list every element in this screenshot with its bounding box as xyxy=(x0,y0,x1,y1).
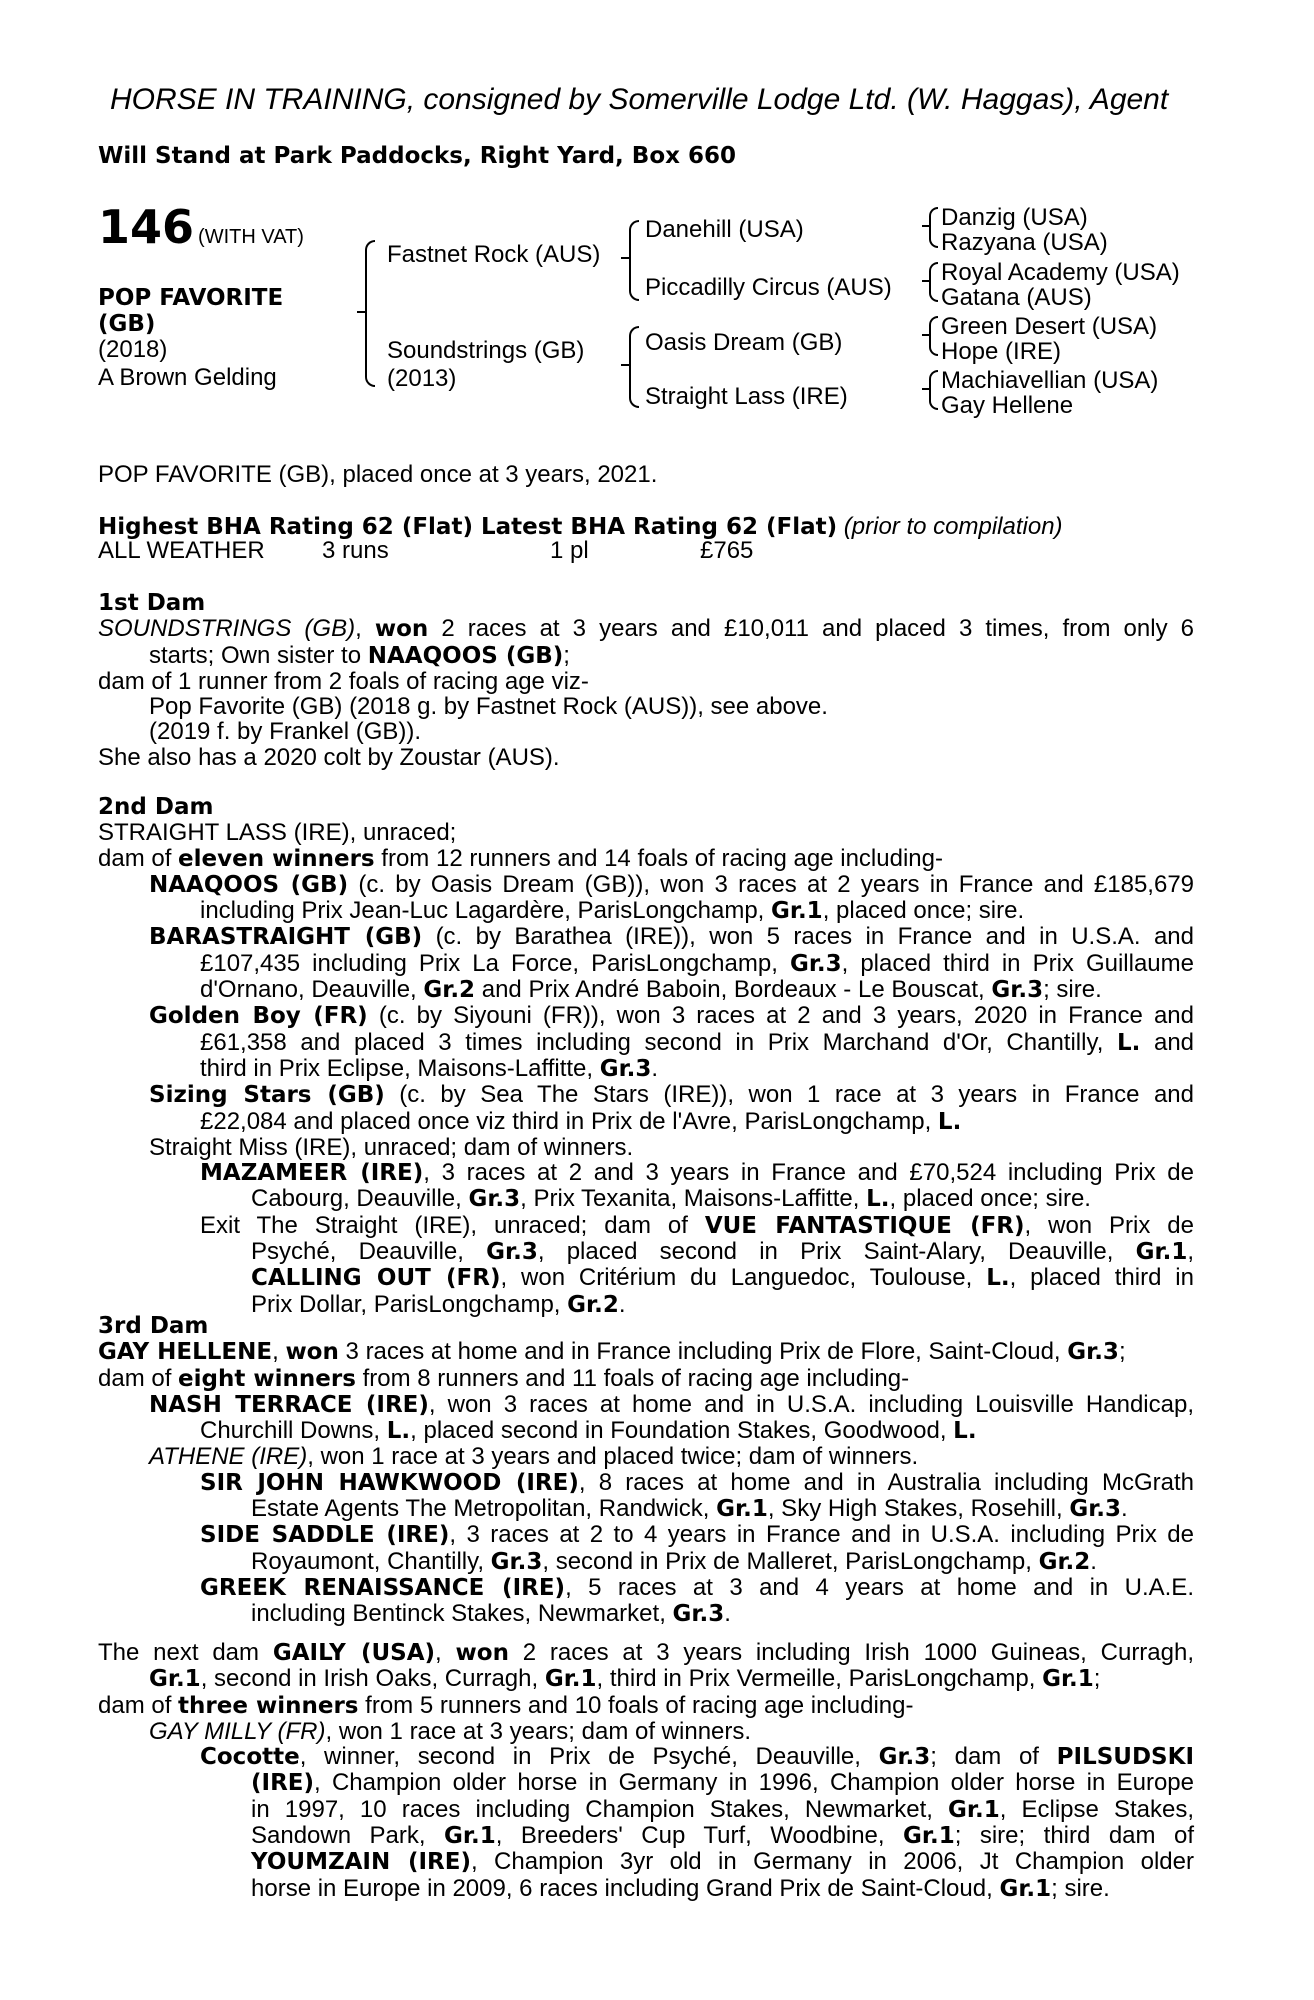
second-dam-line2-c: from 12 runners and 14 foals of racing age including- xyxy=(381,844,943,872)
sir-john-line2-mid: , Sky High Stakes, Rosehill, xyxy=(767,1495,1063,1523)
rating-placed: 1 pl xyxy=(550,537,589,564)
first-dam-sister: NAAQOOS (GB) xyxy=(367,642,564,669)
pedigree-g4-3: Royal Academy (USA) xyxy=(941,259,1180,286)
calling-out-grade: Gr.2 xyxy=(567,1291,619,1318)
pedigree-brace-g4-3-tip xyxy=(922,334,929,336)
first-dam-foal2: (2019 f. by Frankel (GB)). xyxy=(149,718,422,746)
pedigree-dam-sire: Oasis Dream (GB) xyxy=(645,329,843,356)
side-saddle-line2-end: . xyxy=(1090,1547,1097,1575)
cocotte-grade: Gr.3 xyxy=(878,1744,931,1771)
naaqoos-line1: (c. by Oasis Dream (GB)), won 3 races at 2 years in France and £185,679 xyxy=(358,870,1195,898)
lot-number: 146 xyxy=(98,200,195,254)
gaily-comma: , xyxy=(435,1639,442,1666)
next-dam-winners: three winners xyxy=(178,1692,359,1719)
pedigree-brace-dam-tip xyxy=(621,364,629,366)
barastraight-line3-mid: and Prix André Baboin, Bordeaux - Le Bouscat, xyxy=(481,976,985,1004)
stand-location: Will Stand at Park Paddocks, Right Yard, Box 660 xyxy=(98,143,736,169)
greek-renaissance-name: GREEK RENAISSANCE (IRE) xyxy=(200,1574,566,1601)
gay-hellene-comma: , xyxy=(272,1338,286,1366)
first-dam-foal1: Pop Favorite (GB) (2018 g. by Fastnet Rock (AUS)), see above. xyxy=(149,693,828,721)
sizing-stars-name: Sizing Stars (GB) xyxy=(149,1082,385,1109)
youmzain-line2: horse in Europe in 2009, 6 races including Grand Prix de Saint-Cloud, xyxy=(251,1874,993,1902)
lot-number-block xyxy=(98,200,304,254)
pedigree-g4-8: Gay Hellene xyxy=(941,392,1074,419)
exit-straight-line1-end: , won Prix de xyxy=(1024,1211,1194,1239)
horse-name: POP FAVORITE xyxy=(98,285,284,311)
gaily-line2-a: , second in Irish Oaks, Curragh, xyxy=(200,1665,539,1693)
golden-boy-listed: L. xyxy=(1116,1029,1141,1056)
pilsudski-grade2: Gr.1 xyxy=(444,1823,496,1850)
first-dam-section: 1st Dam SOUNDSTRINGS (GB), won 2 races at 3 years and £10,011 and placed 3 times, from only 6 starts; Own sister to NAAQOOS (GB); dam of 1 runner from 2 foals of racing age viz- Pop Favorite (GB) (2018 g. by Fastnet Rock (AUS)), see above. (2019 f. by Frankel (GB)). She also has a 2020 colt by Zoustar (AUS). xyxy=(98,590,1195,771)
vat-label: (WITH VAT) xyxy=(198,226,304,248)
next-dam-section xyxy=(98,1640,1194,1902)
sizing-stars-listed: L. xyxy=(937,1108,962,1135)
golden-boy-grade: Gr.3 xyxy=(599,1055,652,1082)
third-dam-section xyxy=(98,1314,1194,1628)
pedigree-brace-g4-1 xyxy=(929,207,938,248)
race-summary: POP FAVORITE (GB), placed once at 3 years, 2021. xyxy=(98,461,658,488)
pedigree-brace-gen1 xyxy=(365,240,375,387)
youmzain-line1: , Champion 3yr old in Germany in 2006, Jt Champion older xyxy=(470,1848,1194,1876)
horse-name-country: (GB) xyxy=(98,311,156,337)
pedigree-g4-6: Hope (IRE) xyxy=(941,338,1062,365)
mazameer-line2-end: , placed once; sire. xyxy=(889,1185,1091,1213)
gaily-name: GAILY (USA) xyxy=(272,1640,436,1666)
straight-miss-line: Straight Miss (IRE), unraced; dam of winners. xyxy=(149,1133,634,1161)
gaily-grade3: Gr.1 xyxy=(1042,1666,1094,1693)
sir-john-line2-end: . xyxy=(1121,1495,1128,1523)
pilsudski-line1: , Champion older horse in Germany in 1996, Champion older horse in Europe xyxy=(314,1769,1194,1797)
pilsudski-line3-mid: , Breeders' Cup Turf, Woodbine, xyxy=(495,1822,885,1850)
side-saddle-grade2: Gr.2 xyxy=(1038,1548,1091,1575)
athene-line: , won 1 race at 3 years and placed twice; dam of winners. xyxy=(307,1443,919,1471)
naaqoos-name: NAAQOOS (GB) xyxy=(149,871,349,898)
nash-terrace-line2-mid: , placed second in Foundation Stakes, Goodwood, xyxy=(410,1417,947,1445)
pedigree-brace-sire xyxy=(629,220,639,301)
gaily-line2-end: ; xyxy=(1093,1665,1101,1693)
calling-out-line2: Prix Dollar, ParisLongchamp, xyxy=(251,1290,561,1318)
barastraight-line2-end: , placed third in Prix Guillaume xyxy=(841,949,1194,977)
mazameer-name: MAZAMEER (IRE) xyxy=(200,1160,424,1187)
pilsudski-line2-end: , Eclipse Stakes, xyxy=(999,1795,1194,1823)
side-saddle-grade3: Gr.3 xyxy=(490,1548,543,1575)
pilsudski-name: PILSUDSKI xyxy=(1056,1744,1195,1771)
rating-runs: 3 runs xyxy=(322,537,389,564)
exit-straight-line1: Exit The Straight (IRE), unraced; dam of xyxy=(200,1211,688,1239)
golden-boy-line3: third in Prix Eclipse, Maisons-Laffitte, xyxy=(200,1054,594,1082)
pedigree-g4-1: Danzig (USA) xyxy=(941,204,1088,231)
gay-hellene-won: won xyxy=(285,1339,339,1366)
first-dam-line2-end: ; xyxy=(563,641,570,669)
pilsudski-line2: in 1997, 10 races including Champion Stakes, Newmarket, xyxy=(251,1795,933,1823)
third-dam-line2-a: dam of xyxy=(98,1364,172,1392)
calling-out-line2-end: . xyxy=(618,1290,626,1318)
pedigree-brace-sire-tip xyxy=(621,257,629,259)
next-dam-line3-a: dam of xyxy=(98,1691,172,1719)
barastraight-line3: d'Ornano, Deauville, xyxy=(200,976,417,1004)
pedigree-dam-dam: Straight Lass (IRE) xyxy=(645,383,848,410)
gay-hellene-grade: Gr.3 xyxy=(1067,1339,1119,1366)
third-dam-heading: 3rd Dam xyxy=(98,1313,209,1339)
mazameer-listed: L. xyxy=(866,1186,890,1213)
pedigree-g4-4: Gatana (AUS) xyxy=(941,284,1092,311)
cocotte-line1-mid: ; dam of xyxy=(930,1743,1039,1771)
vue-grade1: Gr.1 xyxy=(1135,1239,1188,1266)
barastraight-grade1: Gr.3 xyxy=(789,950,842,977)
gaily-line1: 2 races at 3 years including Irish 1000 Guineas, Curragh, xyxy=(522,1639,1195,1666)
second-dam-line2-a: dam of xyxy=(98,844,172,872)
gay-hellene-line1: 3 races at home and in France including Prix de Flore, Saint-Cloud, xyxy=(345,1338,1061,1366)
exit-straight-line2: Psyché, Deauville, xyxy=(251,1238,464,1266)
first-dam-heading: 1st Dam xyxy=(98,590,206,616)
mazameer-line2-mid: , Prix Texanita, Maisons-Laffitte, xyxy=(520,1185,860,1213)
vue-grade3: Gr.3 xyxy=(486,1239,538,1266)
greek-renaissance-line1: , 5 races at 3 and 4 years at home and in U.A.E. xyxy=(565,1573,1194,1601)
next-dam-line3-c: from 5 runners and 10 foals of racing age including- xyxy=(365,1691,914,1719)
page-header: HORSE IN TRAINING, consigned by Somerville Lodge Ltd. (W. Haggas), Agent xyxy=(110,83,1169,116)
pedigree-dam-year: (2013) xyxy=(387,365,457,392)
gaily-line2-b: , third in Prix Vermeille, ParisLongchamp, xyxy=(596,1665,1036,1693)
greek-renaissance-grade: Gr.3 xyxy=(672,1601,725,1628)
sizing-stars-line1: (c. by Sea The Stars (IRE)), won 1 race at 3 years in France and xyxy=(399,1081,1195,1109)
mazameer-line1: , 3 races at 2 and 3 years in France and £70,524 including Prix de xyxy=(423,1159,1194,1187)
cocotte-line1: , winner, second in Prix de Psyché, Deauville, xyxy=(299,1743,861,1771)
sir-john-name: SIR JOHN HAWKWOOD (IRE) xyxy=(200,1469,579,1496)
golden-boy-line2: £61,358 and placed 3 times including second in Prix Marchand d'Or, Chantilly, xyxy=(200,1028,1104,1056)
pedigree-sire: Fastnet Rock (AUS) xyxy=(387,241,601,268)
youmzain-line2-end: ; sire. xyxy=(1051,1874,1110,1902)
second-dam-line1: STRAIGHT LASS (IRE), unraced; xyxy=(98,819,457,847)
pilsudski-line3: Sandown Park, xyxy=(251,1822,426,1850)
first-dam-line3: dam of 1 runner from 2 foals of racing age viz- xyxy=(98,667,589,695)
nash-terrace-line1: , won 3 races at home and in U.S.A. including Louisville Handicap, xyxy=(428,1390,1194,1418)
barastraight-line2: £107,435 including Prix La Force, ParisLongchamp, xyxy=(200,949,778,977)
sir-john-line1: , 8 races at home and in Australia including McGrath xyxy=(578,1468,1194,1496)
golden-boy-line3-end: . xyxy=(651,1054,659,1082)
barastraight-grade3: Gr.3 xyxy=(991,977,1044,1004)
sir-john-grade3: Gr.3 xyxy=(1069,1496,1121,1523)
third-dam-winners: eight winners xyxy=(178,1365,356,1392)
second-dam-section xyxy=(98,795,1194,1318)
pilsudski-country: (IRE) xyxy=(251,1770,315,1797)
calling-out-line: , won Critérium du Languedoc, Toulouse, xyxy=(500,1264,973,1292)
vue-fantastique-name: VUE FANTASTIQUE (FR) xyxy=(704,1212,1025,1239)
pedigree-brace-g4-2-tip xyxy=(922,280,929,282)
first-dam-line2: starts; Own sister to xyxy=(149,641,362,669)
horse-year: (2018) xyxy=(98,336,168,363)
nash-terrace-listed1: L. xyxy=(386,1418,411,1445)
golden-boy-line1: (c. by Siyouni (FR)), won 3 races at 2 and 3 years, 2020 in France and xyxy=(378,1002,1194,1030)
first-dam-line6: She also has a 2020 colt by Zoustar (AUS). xyxy=(98,743,560,771)
third-dam-line2-c: from 8 runners and 11 foals of racing age including- xyxy=(362,1364,910,1392)
pilsudski-line3-end: ; sire; third dam of xyxy=(954,1822,1194,1850)
naaqoos-grade: Gr.1 xyxy=(771,898,823,925)
pedigree-brace-dam xyxy=(629,326,639,408)
youmzain-name: YOUMZAIN (IRE) xyxy=(251,1849,471,1876)
exit-straight-line2-end: , xyxy=(1187,1238,1195,1266)
side-saddle-line2: Royaumont, Chantilly, xyxy=(251,1547,484,1575)
calling-out-name: CALLING OUT (FR) xyxy=(251,1265,501,1292)
pedigree-sire-dam: Piccadilly Circus (AUS) xyxy=(645,274,892,301)
pedigree-sire-sire: Danehill (USA) xyxy=(645,216,804,243)
second-dam-winners: eleven winners xyxy=(178,845,375,872)
nash-terrace-listed2: L. xyxy=(953,1418,977,1445)
next-dam-intro: The next dam xyxy=(98,1639,260,1666)
barastraight-line3-end: ; sire. xyxy=(1043,976,1102,1004)
second-dam-heading: 2nd Dam xyxy=(98,794,214,820)
side-saddle-line2-mid: , second in Prix de Malleret, ParisLongchamp, xyxy=(542,1547,1032,1575)
gay-hellene-line1-end: ; xyxy=(1118,1338,1126,1366)
barastraight-grade2: Gr.2 xyxy=(423,977,476,1004)
first-dam-line1: 2 races at 3 years and £10,011 and placed 3 times, from only 6 xyxy=(441,615,1195,643)
naaqoos-line2: including Prix Jean-Luc Lagardère, ParisLongchamp, xyxy=(200,897,765,925)
greek-renaissance-line2-end: . xyxy=(724,1600,731,1628)
pilsudski-grade1: Gr.1 xyxy=(948,1796,1000,1823)
rating-earnings: £765 xyxy=(700,537,754,564)
golden-boy-line2-end: and xyxy=(1153,1028,1195,1056)
youmzain-grade: Gr.1 xyxy=(999,1875,1052,1902)
gaily-grade1: Gr.1 xyxy=(149,1666,201,1693)
rating-surface: ALL WEATHER xyxy=(98,537,265,564)
naaqoos-line2-end: , placed once; sire. xyxy=(822,897,1025,925)
pedigree-g4-5: Green Desert (USA) xyxy=(941,313,1158,340)
side-saddle-name: SIDE SADDLE (IRE) xyxy=(200,1522,450,1549)
cocotte-name: Cocotte xyxy=(200,1744,300,1771)
mazameer-line2: Cabourg, Deauville, xyxy=(251,1185,462,1213)
nash-terrace-line2: Churchill Downs, xyxy=(200,1417,381,1445)
nash-terrace-name: NASH TERRACE (IRE) xyxy=(149,1391,429,1418)
sir-john-grade1: Gr.1 xyxy=(716,1496,768,1523)
pedigree-dam: Soundstrings (GB) xyxy=(387,337,585,364)
sizing-stars-line2: £22,084 and placed once viz third in Prix de l'Avre, ParisLongchamp, xyxy=(200,1107,932,1135)
first-dam-won: won xyxy=(374,616,429,643)
golden-boy-name: Golden Boy (FR) xyxy=(149,1003,368,1030)
barastraight-name: BARASTRAIGHT (GB) xyxy=(149,924,423,951)
mazameer-grade: Gr.3 xyxy=(468,1186,521,1213)
pilsudski-grade3: Gr.1 xyxy=(903,1823,955,1850)
barastraight-line1: (c. by Barathea (IRE)), won 5 races in France and in U.S.A. and xyxy=(435,923,1194,951)
calling-out-listed: L. xyxy=(986,1265,1010,1292)
pedigree-brace-g4-3 xyxy=(929,316,938,356)
pedigree-brace-gen1-tip xyxy=(357,311,365,313)
pedigree-brace-g4-4-tip xyxy=(922,388,929,390)
exit-straight-line2-mid: , placed second in Prix Saint-Alary, Deauville, xyxy=(537,1238,1114,1266)
gaily-grade2: Gr.1 xyxy=(544,1666,597,1693)
pedigree-brace-g4-2 xyxy=(929,262,938,302)
rating-bold: Highest BHA Rating 62 (Flat) Latest BHA Rating 62 (Flat) xyxy=(98,514,838,540)
pedigree-brace-g4-4 xyxy=(929,370,938,410)
pedigree-g4-7: Machiavellian (USA) xyxy=(941,367,1159,394)
sir-john-line2: Estate Agents The Metropolitan, Randwick, xyxy=(251,1495,710,1523)
gay-hellene-name: GAY HELLENE xyxy=(98,1339,273,1366)
pedigree-brace-g4-1-tip xyxy=(922,225,929,227)
athene-name: ATHENE (IRE) xyxy=(149,1443,308,1471)
gaily-won: won xyxy=(455,1640,509,1666)
gay-milly-line: , won 1 race at 3 years; dam of winners. xyxy=(325,1717,752,1745)
first-dam-name: SOUNDSTRINGS (GB) xyxy=(98,615,356,643)
horse-description: A Brown Gelding xyxy=(98,364,277,391)
greek-renaissance-line2: including Bentinck Stakes, Newmarket, xyxy=(251,1600,666,1628)
side-saddle-line1: , 3 races at 2 to 4 years in France and in U.S.A. including Prix de xyxy=(449,1521,1195,1549)
rating-note: (prior to compilation) xyxy=(843,513,1063,540)
pedigree-g4-2: Razyana (USA) xyxy=(941,229,1108,256)
calling-out-line-end: , placed third in xyxy=(1009,1264,1194,1292)
gay-milly-name: GAY MILLY (FR) xyxy=(149,1717,326,1745)
